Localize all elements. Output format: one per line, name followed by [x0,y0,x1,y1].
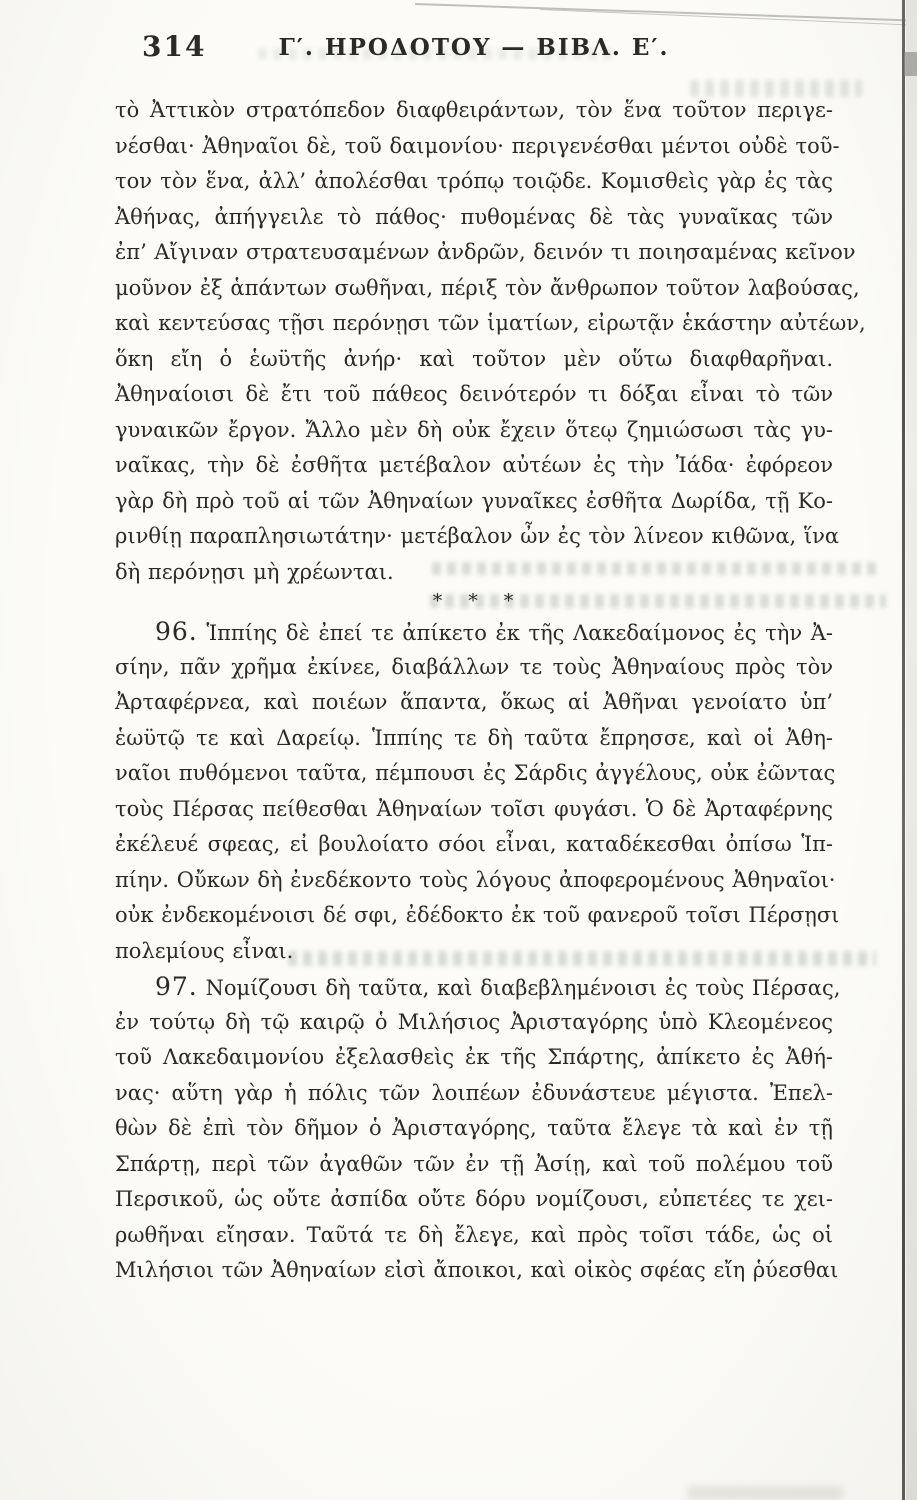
text-line: νας· αὕτη γὰρ ἡ πόλις τῶν λοιπέων ἐδυνάστευε μέγιστα. Ἐπελ- [115,1080,833,1105]
text-line: ἑωϋτῷ τε καὶ Δαρείῳ. Ἱππίης τε δὴ ταῦτα ἔπρησσε, καὶ οἱ Ἀθη- [115,725,833,750]
text-line: νέσθαι· Ἀθηναῖοι δὲ, τοῦ δαιμονίου· περιγενέσθαι μέντοι οὐδὲ τοῦ- [115,133,840,158]
text-body [115,93,866,1289]
text-line: ἐκέλευέ σφεας, εἰ βουλοίατο σόοι εἶναι, καταδέκεσθαι ὀπίσω Ἱπ- [115,832,833,856]
text-line: ναῖκας, τὴν δὲ ἐσθῆτα μετέβαλον αὐτέων ἐς τὴν Ἰάδα· ἐφόρεον [115,453,833,477]
text-line: τοὺς Πέρσας πείθεσθαι Ἀθηναίων τοῖσι φυγάσι. Ὁ δὲ Ἀρταφέρνης [115,796,833,821]
text-line: σίην, πᾶν χρῆμα ἐκίνεε, διαβάλλων τε τοὺς Ἀθηναίους πρὸς τὸν [115,654,833,679]
section-number: 97. [155,972,198,1001]
page-edge-strip [906,0,917,1500]
text-line: τοῦ Λακεδαιμονίου ἐξελασθεὶς ἐκ τῆς Σπάρτης, ἀπίκετο ἐς Ἀθή- [115,1045,833,1069]
scan-curl-line [540,9,917,26]
section-separator: * * * [432,590,516,612]
running-title: Γ′. ΗΡΟΔΟΤΟΥ — ΒΙΒΛ. Ε′. [278,34,670,61]
text-line: πολεμίους εἶναι. [115,938,294,963]
text-line: Ἀρταφέρνεα, καὶ ποιέων ἅπαντα, ὅκως αἱ Ἀθῆναι γενοίατο ὑπ’ [115,690,833,714]
text-line: θὼν δὲ ἐπὶ τὸν δῆμον ὁ Ἀρισταγόρης, ταῦτα ἔλεγε τὰ καὶ ἐν τῇ [115,1116,833,1140]
text-line: ὅκη εἴη ὁ ἑωϋτῆς ἀνήρ· καὶ τοῦτον μὲν οὕτω διαφθαρῆναι. [115,346,833,371]
text-line: καὶ κεντεύσας τῇσι περόνῃσι τῶν ἱματίων, εἰρωτᾷν ἑκάστην αὐτέων, [115,311,866,335]
text-line: Περσικοῦ, ὡς οὔτε ἀσπίδα οὔτε δόρυ νομίζουσι, εὐπετέες τε χει- [115,1187,833,1211]
text-line: Σπάρτῃ, περὶ τῶν ἀγαθῶν τῶν ἐν τῇ Ἀσίῃ, καὶ τοῦ πολέμου τοῦ [115,1151,833,1176]
text-line: οὐκ ἐνδεκομένοισι δέ σφι, ἐδέδοκτο ἐκ τοῦ φανεροῦ τοῖσι Πέρσῃσι [115,903,840,927]
scan-curl-line [415,3,917,22]
text-line: μοῦνον ἐξ ἁπάντων σωθῆναι, πέριξ τὸν ἄνθρωπον τοῦτον λαβούσας, [115,275,860,300]
text-line: τὸ Ἀττικὸν στρατόπεδον διαφθειράντων, τὸν ἕνα τοῦτον περιγε- [115,98,833,122]
text-line: Ἀθήνας, ἀπήγγειλε τὸ πάθος· πυθομένας δὲ τὰς γυναῖκας τῶν [115,204,833,229]
text-line: γυναικῶν ἔργον. Ἄλλο μὲν δὴ οὐκ ἔχειν ὅτεῳ ζημιώσωσι τὰς γυ- [115,417,833,442]
text-line: Ἀθηναίοισι δὲ ἔτι τοῦ πάθεος δεινότερόν τι δόξαι εἶναι τὸ τῶν [115,382,833,406]
text-line: δὴ περόνῃσι μὴ χρέωνται. [115,559,394,584]
text-line: 96. Ἱππίης δὲ ἐπεί τε ἀπίκετο ἐκ τῆς Λακεδαίμονος ἐς τὴν Ἀ- [155,617,833,646]
text-line: ρωθῆναι εἴησαν. Ταῦτά τε δὴ ἔλεγε, καὶ πρὸς τοῖσι τάδε, ὡς οἱ [115,1222,833,1247]
page-edge-line [902,0,905,1500]
text-line: πίην. Οὔκων δὴ ἐνεδέκοντο τοὺς λόγους ἀποφερομένους Ἀθηναῖοι· [115,867,836,892]
page-number: 314 [142,30,207,63]
text-line: γὰρ δὴ πρὸ τοῦ αἱ τῶν Ἀθηναίων γυναῖκες ἐσθῆτα Δωρίδα, τῇ Κο- [115,488,833,513]
text-line: 97. Νομίζουσι δὴ ταῦτα, καὶ διαβεβλημένοισι ἐς τοὺς Πέρσας, [155,972,841,1001]
scan-smudge [688,1486,843,1500]
text-line: ἐν τούτῳ δὴ τῷ καιρῷ ὁ Μιλήσιος Ἀρισταγόρης ὑπὸ Κλεομένεος [115,1009,833,1034]
text-line: ἐπ’ Αἴγιναν στρατευσαμένων ἀνδρῶν, δεινόν τι ποιησαμένας κεῖνον [115,240,856,264]
page-edge-mark [904,52,917,76]
section-number: 96. [155,617,198,646]
text-line: ναῖοι πυθόμενοι ταῦτα, πέμπουσι ἐς Σάρδις ἀγγέλους, οὐκ ἐῶντας [115,761,836,785]
text-line: ρινθίῃ παραπλησιωτάτην· μετέβαλον ὦν ἐς τὸν λίνεον κιθῶνα, ἵνα [115,524,840,548]
text-line: τον τὸν ἕνα, ἀλλ’ ἀπολέσθαι τρόπῳ τοιῷδε. Κομισθεὶς γὰρ ἐς τὰς [115,169,833,193]
text-line: Μιλήσιοι τῶν Ἀθηναίων εἰσὶ ἄποικοι, καὶ οἰκὸς σφέας εἴη ῥύεσθαι [115,1258,839,1282]
